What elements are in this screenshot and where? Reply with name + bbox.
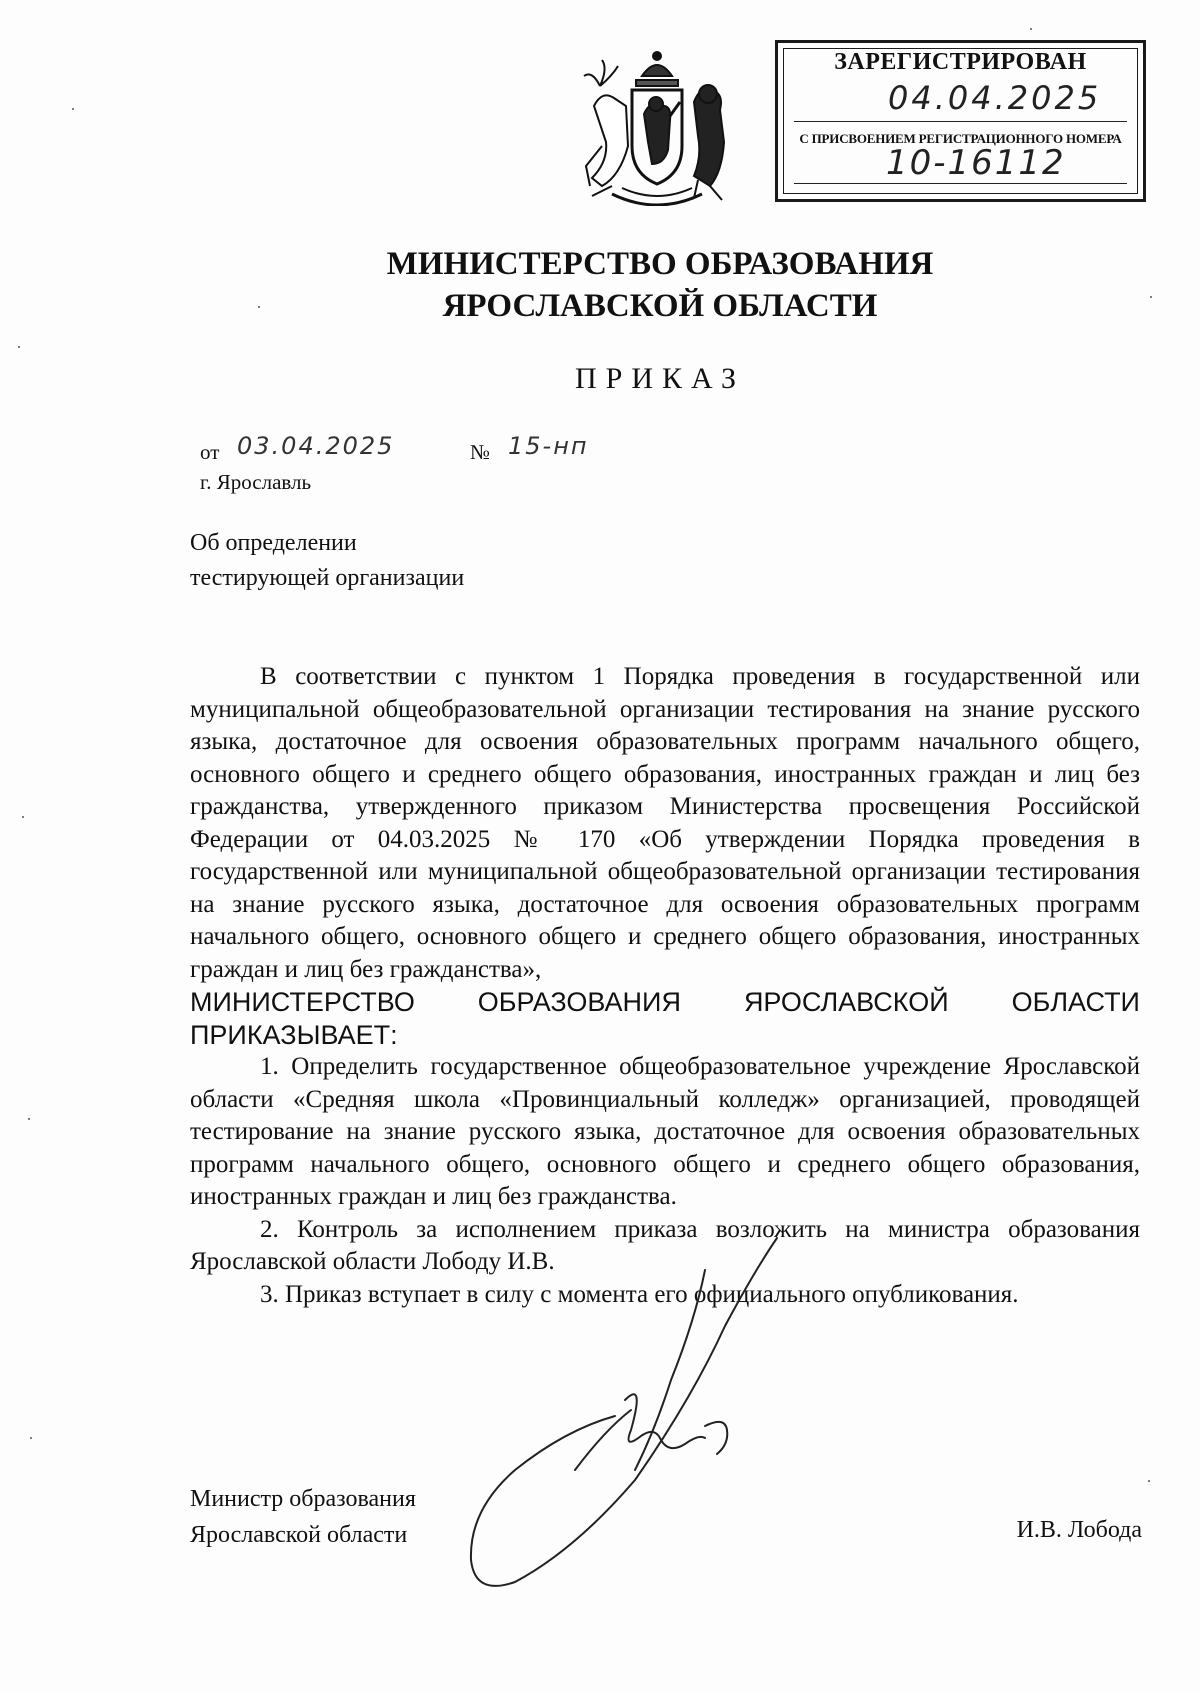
orders-word: ЯРОСЛАВСКОЙ xyxy=(743,987,949,1017)
document-type-title: ПРИКАЗ xyxy=(575,362,745,395)
subject-line: тестирующей организации xyxy=(190,565,465,591)
subject-line: Об определении xyxy=(190,530,357,556)
signatory-name: И.В. Лобода xyxy=(1016,1517,1142,1543)
date-prefix: от xyxy=(200,440,220,464)
signatory-position xyxy=(190,1481,416,1553)
number-prefix: № xyxy=(470,440,491,464)
position-line: Ярославской области xyxy=(190,1522,408,1548)
orders-verb-line xyxy=(190,1019,1140,1052)
stamp-subtitle: С ПРИСВОЕНИЕМ РЕГИСТРАЦИОННОГО НОМЕРА xyxy=(799,131,1122,146)
order-number: 15-нп xyxy=(508,432,589,460)
ministry-line: МИНИСТЕРСТВО ОБРАЗОВАНИЯ xyxy=(386,246,934,282)
order-item-3: 3. Приказ вступает в силу с момента его официального опубликования. xyxy=(260,1280,1019,1308)
stamp-date: 04.04.2025 xyxy=(888,79,1102,117)
stamp-title: ЗАРЕГИСТРИРОВАН xyxy=(834,49,1087,75)
preamble-paragraph: В соответствии с пунктом 1 Порядка проведения в государственной или муниципальной общеобразовательной организации тестирования на знание русского языка, достаточное для освоения образовательных программ начального общего, основного общего и среднего общего образования, иностранных граждан и лиц без гражданства, утвержденного приказом Министерства просвещения Российской Федерации от 04.03.2025 № 170 «Об утверждении Порядка проведения в государственной или муниципальной общеобразовательной организации тестирования на знание русского языка, достаточное для освоения образовательных программ начального общего, основного общего и среднего общего образования, иностранных граждан и лиц без гражданства», xyxy=(190,663,1140,983)
ministry-heading xyxy=(300,243,1020,327)
position-line: Министр образования xyxy=(190,1486,416,1512)
orders-word: ОБРАЗОВАНИЯ xyxy=(477,987,681,1017)
order-item-1: 1. Определить государственное общеобразовательное учреждение Ярославской области «Средняя школа «Провинциальный колледж» организацией, проводящей тестирование на знание русского языка, достаточное для освоения образовательных программ начального общего, основного общего и среднего общего образования, иностранных граждан и лиц без гражданства. xyxy=(190,1053,1140,1210)
order-body xyxy=(190,661,1140,1311)
city: г. Ярославль xyxy=(200,470,312,494)
stamp-registration-number: 10-16112 xyxy=(886,143,1066,183)
orders-verb: ПРИКАЗЫВАЕТ: xyxy=(190,1019,398,1050)
ministry-line: ЯРОСЛАВСКОЙ ОБЛАСТИ xyxy=(442,288,878,324)
orders-word: ОБЛАСТИ xyxy=(1011,987,1140,1017)
stamp-divider xyxy=(794,121,1127,122)
order-date: 03.04.2025 xyxy=(237,432,395,460)
stamp-divider xyxy=(794,183,1127,184)
order-subject xyxy=(190,526,464,596)
order-item-2: 2. Контроль за исполнением приказа возложить на министра образования Ярославской области Лободу И.В. xyxy=(190,1215,1140,1275)
orders-word: МИНИСТЕРСТВО xyxy=(190,987,415,1017)
handwritten-signature xyxy=(455,1230,785,1590)
registration-stamp xyxy=(775,40,1146,202)
ministry-orders-line xyxy=(190,986,1140,1019)
coat-of-arms-icon xyxy=(572,46,742,206)
